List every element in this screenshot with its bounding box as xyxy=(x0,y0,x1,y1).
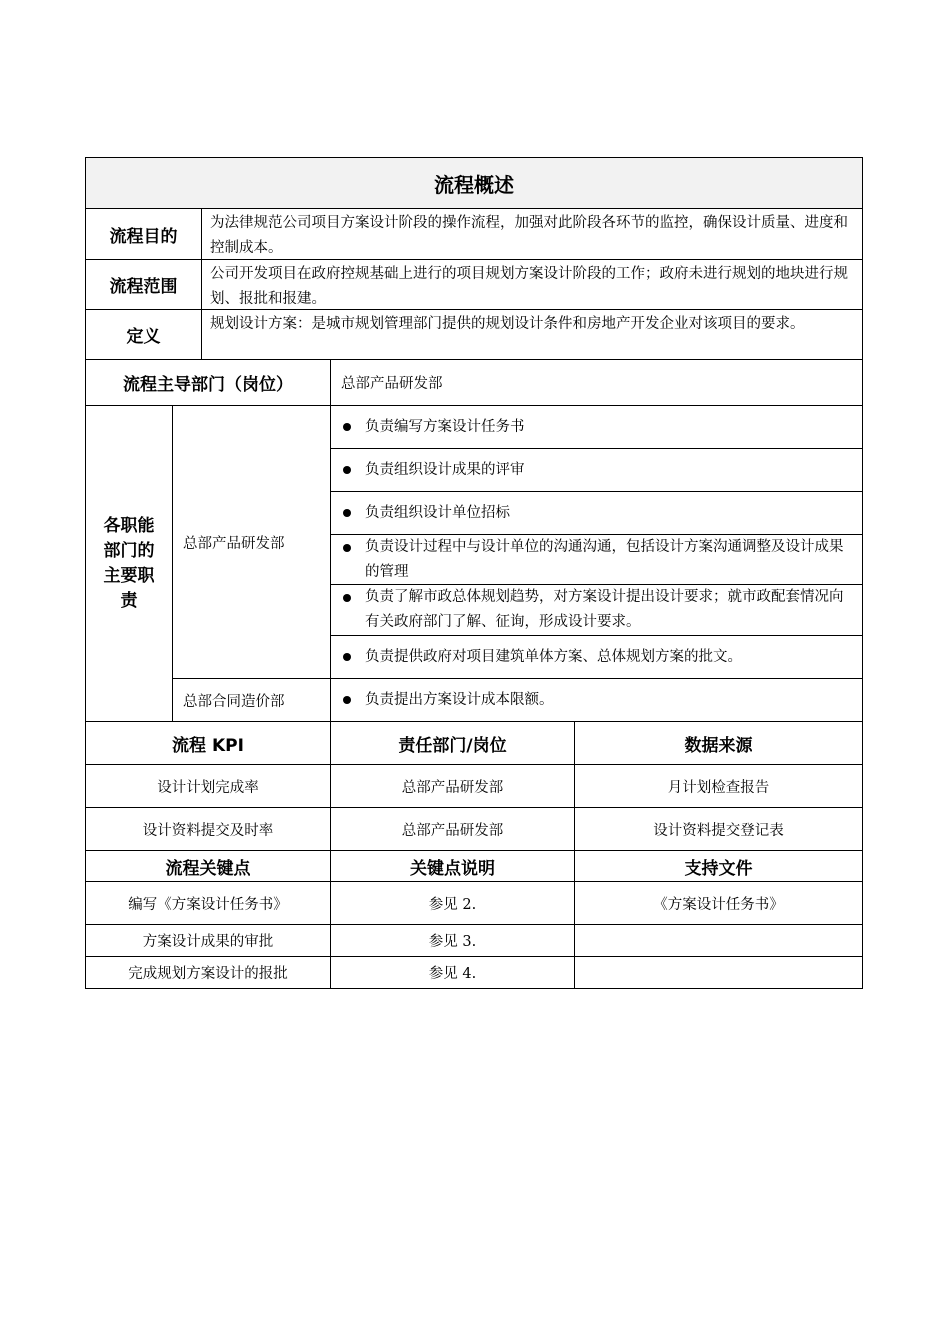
bullet-icon xyxy=(343,696,351,704)
bullet-icon xyxy=(343,544,351,552)
table-cell: 参见 3. xyxy=(330,924,575,957)
kpi-header: 流程 KPI xyxy=(85,721,331,765)
table-cell: 设计资料提交登记表 xyxy=(574,807,863,851)
definition-label: 定义 xyxy=(85,309,202,360)
list-item: 负责编写方案设计任务书 xyxy=(330,405,863,449)
lead-dept-label: 流程主导部门（岗位） xyxy=(85,359,331,406)
table-cell: 设计计划完成率 xyxy=(85,764,331,808)
list-item: 负责组织设计成果的评审 xyxy=(330,448,863,492)
bullet-icon xyxy=(343,594,351,602)
table-cell: 完成规划方案设计的报批 xyxy=(85,956,331,989)
table-cell: 方案设计成果的审批 xyxy=(85,924,331,957)
scope-label: 流程范围 xyxy=(85,259,202,310)
table-cell: 编写《方案设计任务书》 xyxy=(85,881,331,925)
purpose-label: 流程目的 xyxy=(85,208,202,260)
table-title: 流程概述 xyxy=(85,157,863,209)
table-cell: 总部产品研发部 xyxy=(330,764,575,808)
dept-product-rd: 总部产品研发部 xyxy=(172,405,331,679)
definition-text: 规划设计方案：是城市规划管理部门提供的规划设计条件和房地产开发企业对该项目的要求。 xyxy=(201,309,863,360)
bullet-icon xyxy=(343,653,351,661)
list-item: 负责组织设计单位招标 xyxy=(330,491,863,535)
keypoint-doc-header: 支持文件 xyxy=(574,850,863,882)
lead-dept-value: 总部产品研发部 xyxy=(330,359,863,406)
table-cell xyxy=(574,924,863,957)
responsibilities-label: 各职能部门的主要职责 xyxy=(85,405,173,722)
list-item: 负责了解市政总体规划趋势，对方案设计提出设计要求；就市政配套情况向有关政府部门了解、征询，形成设计要求。 xyxy=(330,584,863,636)
keypoint-desc-header: 关键点说明 xyxy=(330,850,575,882)
list-item: 负责设计过程中与设计单位的沟通沟通，包括设计方案沟通调整及设计成果的管理 xyxy=(330,534,863,585)
table-cell: 设计资料提交及时率 xyxy=(85,807,331,851)
table-cell xyxy=(574,956,863,989)
table-cell: 《方案设计任务书》 xyxy=(574,881,863,925)
bullet-icon xyxy=(343,423,351,431)
table-cell: 参见 4. xyxy=(330,956,575,989)
list-item: 负责提供政府对项目建筑单体方案、总体规划方案的批文。 xyxy=(330,635,863,679)
table-cell: 参见 2. xyxy=(330,881,575,925)
scope-text: 公司开发项目在政府控规基础上进行的项目规划方案设计阶段的工作；政府未进行规划的地块进行规划、报批和报建。 xyxy=(201,259,863,310)
kpi-source-header: 数据来源 xyxy=(574,721,863,765)
bullet-icon xyxy=(343,509,351,517)
kpi-dept-header: 责任部门/岗位 xyxy=(330,721,575,765)
list-item: 负责提出方案设计成本限额。 xyxy=(330,678,863,722)
keypoint-header: 流程关键点 xyxy=(85,850,331,882)
bullet-icon xyxy=(343,466,351,474)
process-overview-table xyxy=(86,158,864,990)
table-cell: 总部产品研发部 xyxy=(330,807,575,851)
purpose-text: 为法律规范公司项目方案设计阶段的操作流程，加强对此阶段各环节的监控，确保设计质量、进度和控制成本。 xyxy=(201,208,863,260)
table-cell: 月计划检查报告 xyxy=(574,764,863,808)
dept-contract-cost: 总部合同造价部 xyxy=(172,678,331,722)
